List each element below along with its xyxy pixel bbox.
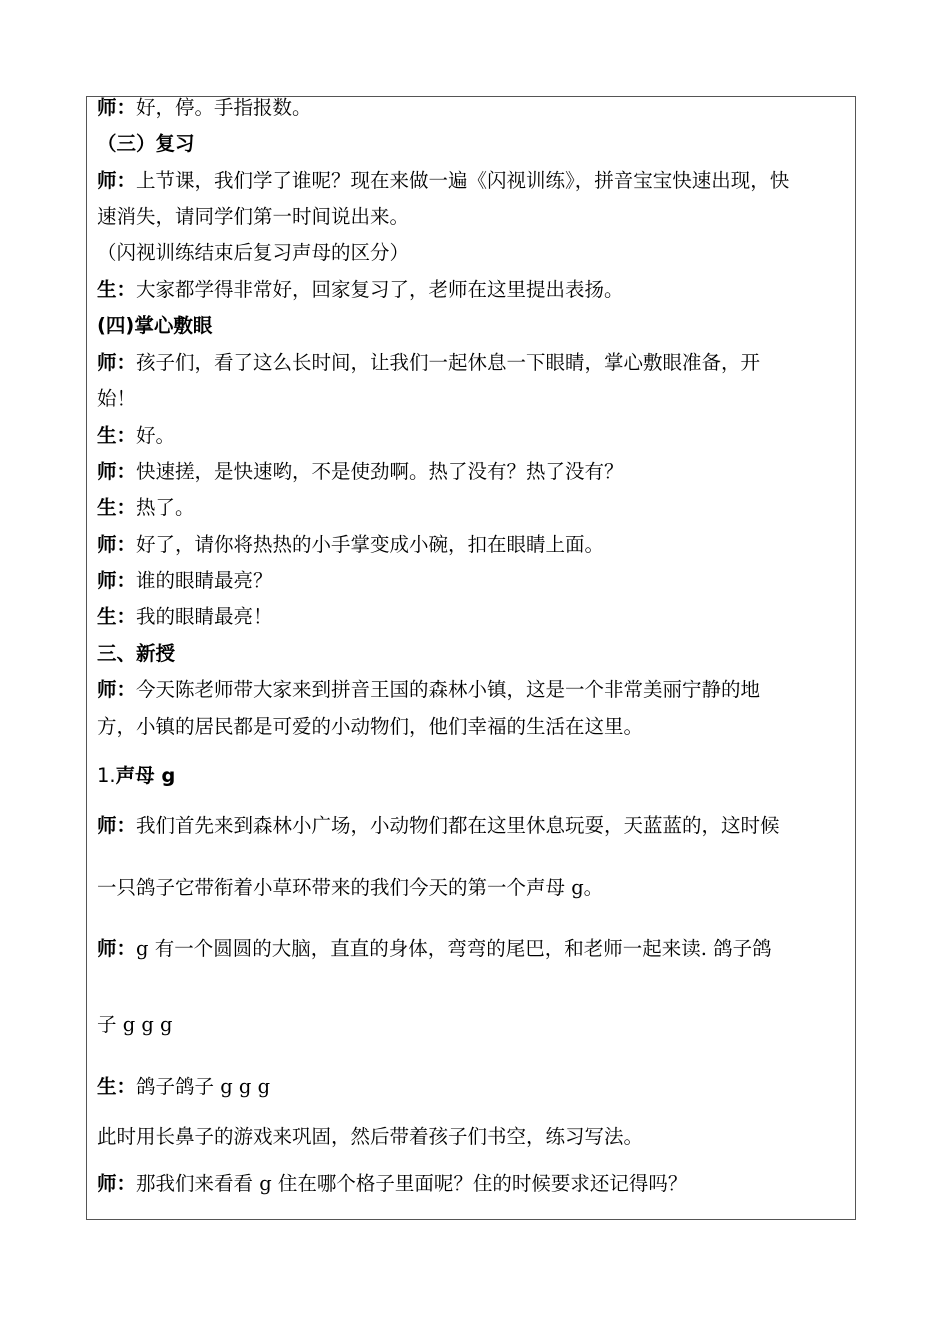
- stage-note: （闪视训练结束后复习声母的区分）: [97, 241, 410, 264]
- dialogue-line: [97, 460, 624, 484]
- speaker-label: 生：: [97, 1075, 137, 1098]
- subsection-number: 1.: [97, 764, 116, 787]
- dialogue-line: [97, 96, 312, 120]
- speaker-label: 师：: [97, 169, 137, 192]
- dialogue-line: [97, 569, 273, 593]
- dialogue-line: [97, 814, 780, 838]
- speaker-label: 生：: [97, 496, 137, 519]
- dialogue-line: [97, 351, 760, 375]
- dialogue-line: [97, 496, 195, 520]
- dialogue-text: g 有一个圆圆的大脑，直直的身体，弯弯的尾巴，和老师一起来读. 鸽子鸽: [136, 937, 772, 960]
- subsection-heading: [97, 764, 175, 788]
- dialogue-line: [97, 1172, 687, 1196]
- section-heading: (四)掌心敷眼: [97, 314, 213, 337]
- dialogue-text: 鸽子鸽子 g g g: [136, 1075, 271, 1098]
- speaker-label: 师：: [97, 814, 137, 837]
- dialogue-text: 大家都学得非常好，回家复习了，老师在这里提出表扬。: [136, 278, 624, 301]
- dialogue-continuation: 始！: [97, 387, 137, 410]
- section-heading: （三）复习: [97, 132, 195, 155]
- dialogue-line: [97, 605, 273, 629]
- dialogue-text: 好了，请你将热热的小手掌变成小碗，扣在眼睛上面。: [136, 533, 605, 556]
- dialogue-continuation: 方，小镇的居民都是可爱的小动物们，他们幸福的生活在这里。: [97, 715, 644, 738]
- dialogue-line: [97, 937, 772, 961]
- dialogue-line: [97, 278, 624, 302]
- speaker-label: 师：: [97, 460, 137, 483]
- dialogue-continuation: 子 g g g: [97, 1013, 173, 1036]
- dialogue-continuation: 速消失，请同学们第一时间说出来。: [97, 205, 410, 228]
- speaker-label: 师：: [97, 937, 137, 960]
- dialogue-line: [97, 424, 175, 448]
- section-heading: 三、新授: [97, 642, 176, 665]
- dialogue-line: [97, 678, 760, 702]
- speaker-label: 师：: [97, 351, 137, 374]
- speaker-label: 生：: [97, 424, 137, 447]
- speaker-label: 师：: [97, 96, 137, 119]
- dialogue-text: 热了。: [136, 496, 195, 519]
- dialogue-text: 孩子们，看了这么长时间，让我们一起休息一下眼睛，掌心敷眼准备，开: [136, 351, 761, 374]
- dialogue-continuation: 一只鸽子它带衔着小草环带来的我们今天的第一个声母 g。: [97, 876, 604, 899]
- dialogue-text: 那我们来看看 g 住在哪个格子里面呢？住的时候要求还记得吗？: [136, 1172, 688, 1195]
- dialogue-line: [97, 1075, 270, 1099]
- dialogue-line: [97, 533, 604, 557]
- dialogue-text: 快速搓，是快速哟，不是使劲啊。热了没有？热了没有？: [136, 460, 624, 483]
- dialogue-text: 我们首先来到森林小广场，小动物们都在这里休息玩耍，天蓝蓝的，这时候: [136, 814, 780, 837]
- speaker-label: 师：: [97, 533, 137, 556]
- dialogue-text: 好。: [136, 424, 176, 447]
- dialogue-text: 好，停。手指报数。: [136, 96, 312, 119]
- speaker-label: 师：: [97, 678, 137, 701]
- speaker-label: 师：: [97, 569, 137, 592]
- subsection-title: 声母 g: [115, 764, 176, 787]
- dialogue-text: 谁的眼睛最亮？: [136, 569, 273, 592]
- dialogue-text: 上节课，我们学了谁呢？现在来做一遍《闪视训练》，拼音宝宝快速出现，快: [136, 169, 790, 192]
- dialogue-text: 今天陈老师带大家来到拼音王国的森林小镇，这是一个非常美丽宁静的地: [136, 678, 761, 701]
- dialogue-line: [97, 169, 789, 193]
- speaker-label: 生：: [97, 605, 137, 628]
- dialogue-text: 我的眼睛最亮！: [136, 605, 273, 628]
- stage-note: 此时用长鼻子的游戏来巩固，然后带着孩子们书空，练习写法。: [97, 1125, 644, 1148]
- speaker-label: 生：: [97, 278, 137, 301]
- speaker-label: 师：: [97, 1172, 137, 1195]
